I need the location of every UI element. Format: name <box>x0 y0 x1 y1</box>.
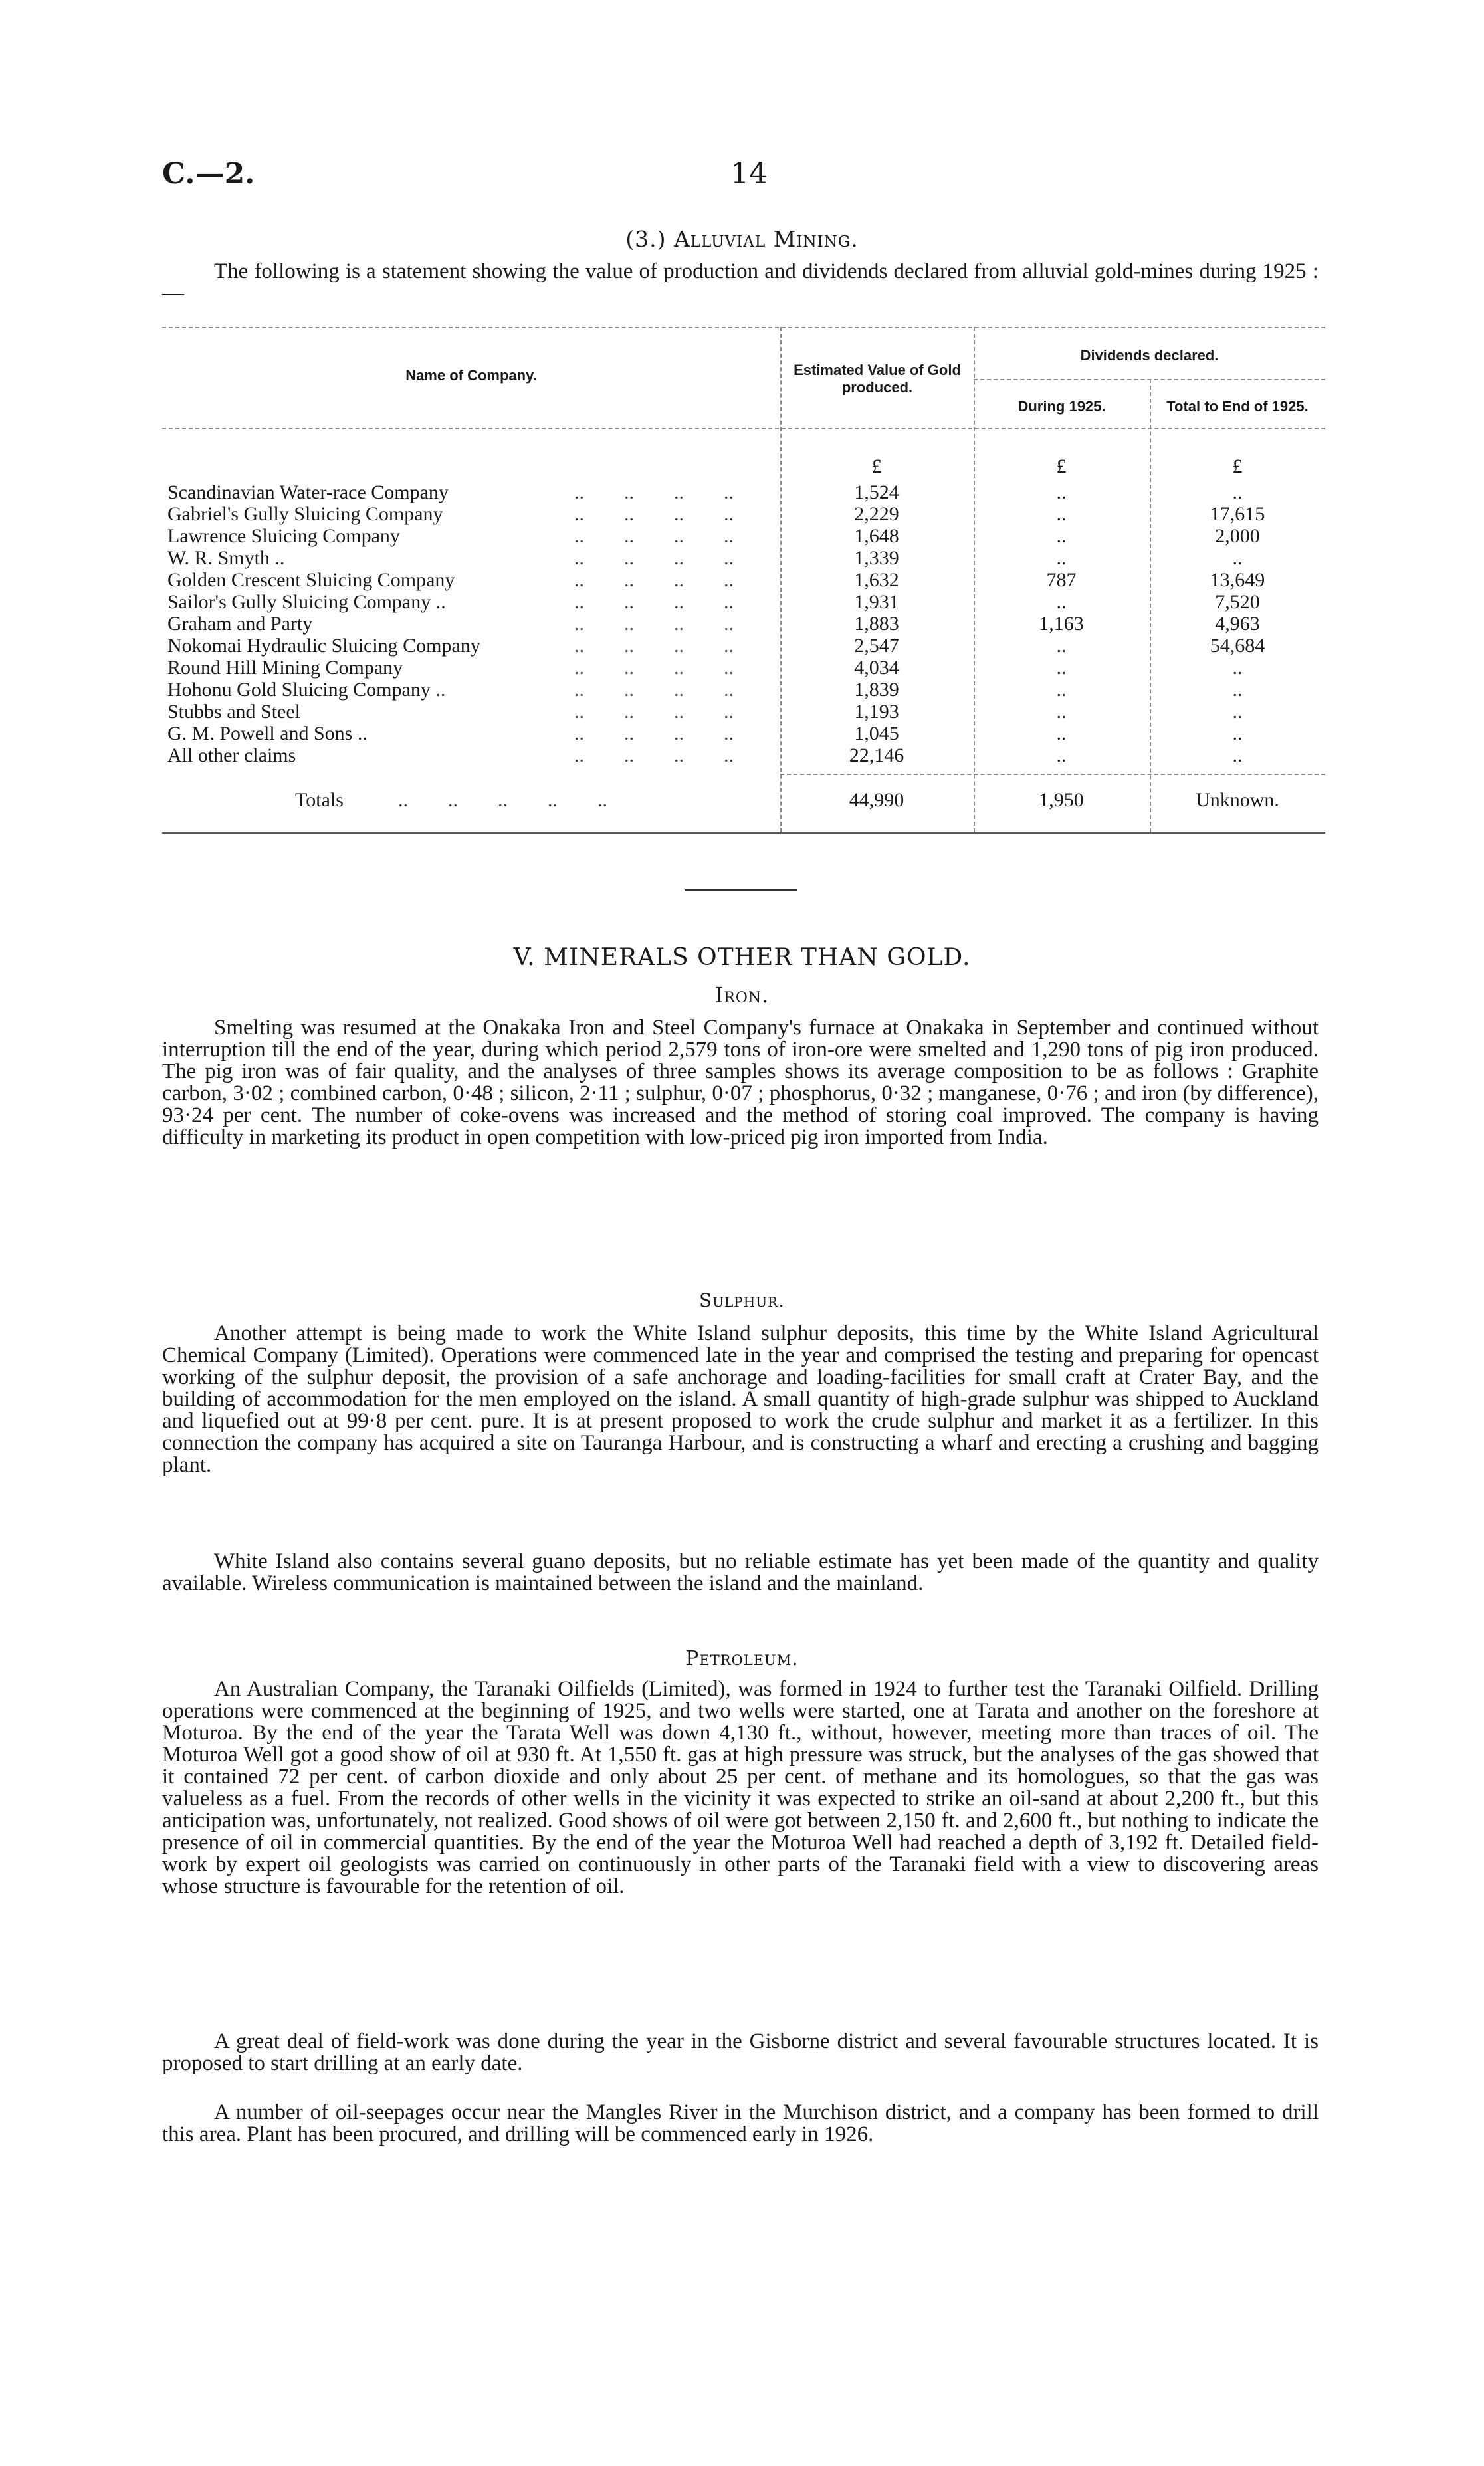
dividends-total: .. <box>1232 723 1243 744</box>
petroleum-paragraph-2: A great deal of field-work was done during the year in the Gisborne district and several favourable structures located. It is proposed to start drilling at an early date. <box>162 2029 1319 2075</box>
dividends-total: 17,615 <box>1210 503 1265 525</box>
estimated-value: 1,839 <box>854 679 899 701</box>
dividends-during-1925: 1,163 <box>1039 613 1084 635</box>
currency-symbol: £ <box>871 455 882 477</box>
table-row: .. .. .. .. Golden Crescent Sluicing Company 1,632 787 13,649 <box>162 569 1325 590</box>
table-row: .. .. .. .. Hohonu Gold Sluicing Company .. 1,839 .. .. <box>162 679 1325 700</box>
table-row: .. .. .. .. All other claims 22,146 .. .. <box>162 744 1325 766</box>
sulphur-paragraph-2: White Island also contains several guano deposits, but no reliable estimate has yet been made of the quantity and quality available. Wireless communication is maintained between the island and the mainland. <box>162 1549 1319 1595</box>
dividends-total: 13,649 <box>1210 569 1265 591</box>
column-header-total-to-end: Total to End of 1925. <box>1166 398 1309 415</box>
totals-row: Totals .. .. .. .. .. 44,990 1,950 Unknown. <box>162 789 1325 810</box>
dividends-total: .. <box>1232 679 1243 701</box>
table-row: .. .. .. .. G. M. Powell and Sons .. 1,045 .. .. <box>162 723 1325 744</box>
dividends-total: .. <box>1232 657 1243 679</box>
company-name: Gabriel's Gully Sluicing Company <box>167 503 443 525</box>
company-name: Scandinavian Water-race Company <box>167 481 449 503</box>
table-row: .. .. .. .. Lawrence Sluicing Company 1,648 .. 2,000 <box>162 525 1325 546</box>
totals-total: Unknown. <box>1196 789 1279 811</box>
dividends-during-1925: .. <box>1056 679 1067 701</box>
estimated-value: 2,229 <box>854 503 899 525</box>
company-name: W. R. Smyth .. <box>167 547 285 569</box>
minerals-heading: V. MINERALS OTHER THAN GOLD. <box>513 944 971 971</box>
table-row: .. .. .. .. W. R. Smyth .. 1,339 .. .. <box>162 547 1325 568</box>
table-row: .. .. .. .. Round Hill Mining Company 4,034 .. .. <box>162 657 1325 678</box>
estimated-value: 1,931 <box>854 591 899 613</box>
estimated-value: 4,034 <box>854 657 899 679</box>
dividends-during-1925: .. <box>1056 525 1067 547</box>
iron-heading: Iron. <box>714 982 770 1008</box>
company-name: Nokomai Hydraulic Sluicing Company <box>167 635 480 657</box>
dividends-total: .. <box>1232 481 1243 503</box>
company-name: Golden Crescent Sluicing Company <box>167 569 455 591</box>
alluvial-mining-heading: (3.) Alluvial Mining. <box>625 226 859 252</box>
dividends-during-1925: .. <box>1056 701 1067 723</box>
dividends-during-1925: .. <box>1056 657 1067 679</box>
estimated-value: 1,648 <box>854 525 899 547</box>
dividends-during-1925: .. <box>1056 591 1067 613</box>
page-header <box>162 157 1325 197</box>
alluvial-production-table <box>162 327 1325 839</box>
currency-row <box>162 455 1325 477</box>
column-header-value: Estimated Value of Gold produced. <box>794 362 961 395</box>
document-reference: C.—2. <box>162 157 255 191</box>
petroleum-paragraph-3: A number of oil-seepages occur near the Mangles River in the Murchison district, and a company has been formed to drill this area. Plant has been procured, and drilling will be commenced early in 1926. <box>162 2100 1319 2146</box>
dividends-total: 4,963 <box>1215 613 1260 635</box>
totals-label: Totals <box>295 789 344 811</box>
column-header-dividends: Dividends declared. <box>1080 347 1219 364</box>
dividends-total: 7,520 <box>1215 591 1260 613</box>
totals-during: 1,950 <box>1039 789 1084 811</box>
currency-symbol: £ <box>1232 455 1243 477</box>
estimated-value: 1,339 <box>854 547 899 569</box>
company-name: Hohonu Gold Sluicing Company .. <box>167 679 446 701</box>
company-name: Sailor's Gully Sluicing Company .. <box>167 591 446 613</box>
dividends-total: .. <box>1232 701 1243 723</box>
column-header-during-1925: During 1925. <box>1017 398 1106 415</box>
company-name: Stubbs and Steel <box>167 701 300 723</box>
estimated-value: 1,524 <box>854 481 899 503</box>
sulphur-heading: Sulphur. <box>698 1289 786 1311</box>
section-divider <box>685 889 797 891</box>
company-name: Graham and Party <box>167 613 313 635</box>
estimated-value: 2,547 <box>854 635 899 657</box>
dividends-during-1925: .. <box>1056 503 1067 525</box>
dividends-during-1925: .. <box>1056 547 1067 569</box>
company-name: Round Hill Mining Company <box>167 657 403 679</box>
dividends-during-1925: .. <box>1056 744 1067 766</box>
dividends-during-1925: .. <box>1056 635 1067 657</box>
dividends-total: .. <box>1232 744 1243 766</box>
table-row: .. .. .. .. Stubbs and Steel 1,193 .. .. <box>162 701 1325 722</box>
company-name: All other claims <box>167 744 296 766</box>
petroleum-heading: Petroleum. <box>685 1647 799 1670</box>
table-row: .. .. .. .. Graham and Party 1,883 1,163 4,963 <box>162 613 1325 634</box>
table-row: .. .. .. .. Gabriel's Gully Sluicing Company 2,229 .. 17,615 <box>162 503 1325 524</box>
currency-symbol: £ <box>1056 455 1067 477</box>
estimated-value: 1,045 <box>854 723 899 744</box>
page-number: 14 <box>730 157 768 191</box>
dividends-total: 54,684 <box>1210 635 1265 657</box>
iron-paragraph: Smelting was resumed at the Onakaka Iron and Steel Company's furnace at Onakaka in September and continued without interruption till the end of the year, during which period 2,579 tons of iron-ore were smelted and 1,290 tons of pig iron produced. The pig iron was of fair quality, and the analyses of three samples shows its average composition to be as follows : Graphite carbon, 3·02 ; combined carbon, 0·48 ; silicon, 2·11 ; sulphur, 0·07 ; phosphorus, 0·32 ; manganese, 0·76 ; and iron (by difference), 93·24 per cent. The number of coke-ovens was increased and the method of storing coal improved. The company is having difficulty in marketing its product in open competition with low-priced pig iron imported from India. <box>162 1016 1319 1149</box>
dividends-total: .. <box>1232 547 1243 569</box>
alluvial-intro: The following is a statement showing the value of production and dividends declared from alluvial gold-mines during 1925 :— <box>162 259 1319 305</box>
totals-value: 44,990 <box>849 789 904 811</box>
table-row: .. .. .. .. Nokomai Hydraulic Sluicing Company 2,547 .. 54,684 <box>162 635 1325 656</box>
dividends-during-1925: .. <box>1056 481 1067 503</box>
dividends-during-1925: 787 <box>1046 569 1077 591</box>
dividends-during-1925: .. <box>1056 723 1067 744</box>
estimated-value: 22,146 <box>849 744 904 766</box>
petroleum-paragraph-1: An Australian Company, the Taranaki Oilfields (Limited), was formed in 1924 to further test the Taranaki Oilfield. Drilling operations were commenced at the beginning of 1925, and two wells were started, one at Tarata and another on the foreshore at Moturoa. By the end of the year the Tarata Well was down 4,130 ft., without, however, meeting more than traces of oil. The Moturoa Well got a good show of oil at 930 ft. At 1,550 ft. gas at high pressure was struck, but the analyses of the gas showed that it contained 72 per cent. of carbon dioxide and only about 25 per cent. of methane and its homologues, so that the gas was valueless as a fuel. From the records of other wells in the vicinity it was expected to strike an oil-sand at about 2,200 ft., but this anticipation was, unfortunately, not realized. Good shows of oil were got between 2,150 ft. and 2,600 ft., but nothing to indicate the presence of oil in commercial quantities. By the end of the year the Moturoa Well had reached a depth of 3,192 ft. Detailed field-work by expert oil geologists was carried on continuously in other parts of the Taranaki field with a view to discovering areas whose structure is favourable for the retention of oil. <box>162 1677 1319 1898</box>
estimated-value: 1,193 <box>854 701 899 723</box>
sulphur-paragraph-1: Another attempt is being made to work the White Island sulphur deposits, this time by the White Island Agricultural Chemical Company (Limited). Operations were commenced late in the year and comprised the testing and preparing for opencast working of the sulphur deposit, the provision of a safe anchorage and loading-facilities for small craft at Crater Bay, and the building of accommodation for the men employed on the island. A small quantity of high-grade sulphur was shipped to Auckland and liquefied out at 99·8 per cent. pure. It is at present proposed to work the crude sulphur and market it as a fertilizer. In this connection the company has acquired a site on Tauranga Harbour, and is constructing a wharf and erecting a crushing and bagging plant. <box>162 1321 1319 1477</box>
column-header-name: Name of Company. <box>405 367 537 384</box>
estimated-value: 1,632 <box>854 569 899 591</box>
company-name: Lawrence Sluicing Company <box>167 525 400 547</box>
dividends-total: 2,000 <box>1215 525 1260 547</box>
estimated-value: 1,883 <box>854 613 899 635</box>
table-row: .. .. .. .. Scandinavian Water-race Company 1,524 .. .. <box>162 481 1325 503</box>
company-name: G. M. Powell and Sons .. <box>167 723 368 744</box>
table-row: .. .. .. .. Sailor's Gully Sluicing Company .. 1,931 .. 7,520 <box>162 591 1325 612</box>
